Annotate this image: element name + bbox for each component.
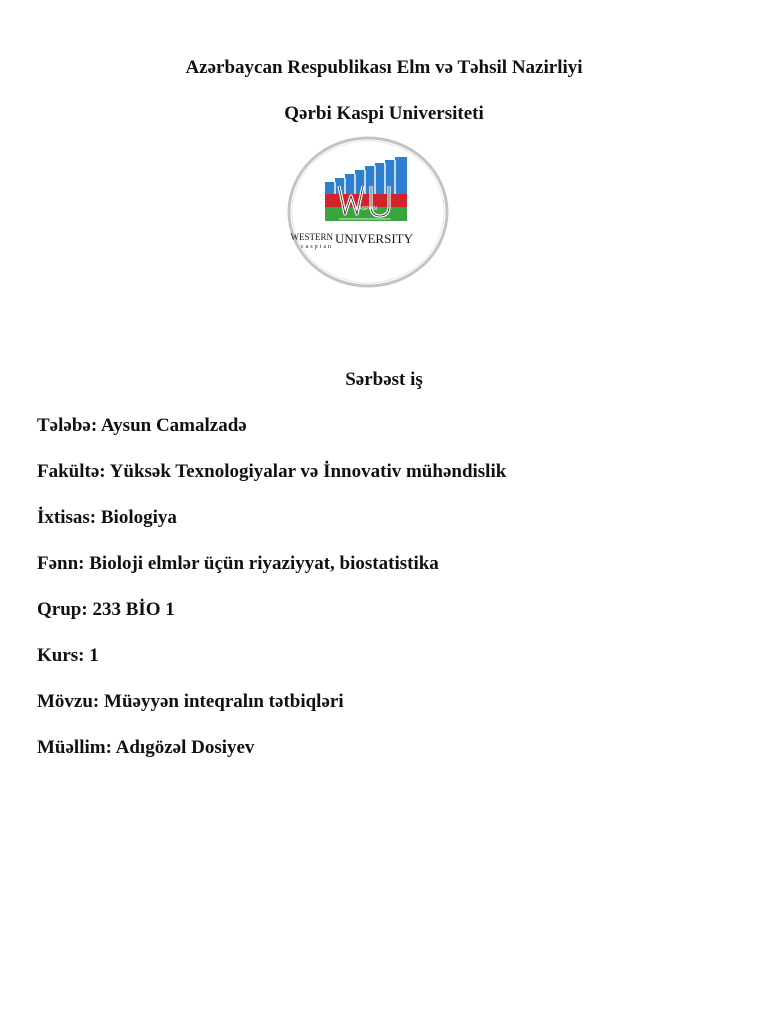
logo-wordmark-right: UNIVERSITY — [335, 231, 413, 246]
field-faculty — [37, 460, 506, 506]
field-label: Fakültə: — [37, 461, 106, 482]
field-value: Müəyyən inteqralın tətbiqləri — [104, 691, 344, 712]
field-label: Müəllim: — [37, 737, 112, 758]
field-subject — [37, 552, 506, 598]
field-label: Tələbə: — [37, 415, 98, 436]
field-course — [37, 644, 506, 690]
field-label: İxtisas: — [37, 507, 97, 528]
university-heading: Qərbi Kaspi Universiteti — [284, 103, 484, 124]
work-title: Sərbəst iş — [345, 369, 423, 390]
field-value: 1 — [89, 645, 99, 666]
western-caspian-university-logo-icon — [287, 136, 449, 288]
field-label: Mövzu: — [37, 691, 100, 712]
field-student — [37, 414, 506, 460]
logo-wordmark-sub: caspian — [301, 244, 333, 250]
field-label: Kurs: — [37, 645, 85, 666]
field-value: Yüksək Texnologiyalar və İnnovativ mühəndislik — [109, 461, 507, 482]
field-value: Aysun Camalzadə — [100, 415, 247, 436]
field-value: Adıgözəl Dosiyev — [115, 737, 255, 758]
university-logo — [287, 136, 449, 288]
field-specialty — [37, 506, 506, 552]
field-teacher — [37, 736, 506, 782]
ministry-heading: Azərbaycan Respublikası Elm və Təhsil Nazirliyi — [185, 57, 583, 78]
logo-wordmark-left: WESTERN — [290, 232, 333, 242]
field-label: Qrup: — [37, 599, 88, 620]
info-list — [37, 414, 506, 782]
field-group — [37, 598, 506, 644]
field-topic — [37, 690, 506, 736]
field-value: Bioloji elmlər üçün riyaziyyat, biostatistika — [89, 553, 439, 574]
field-value: Biologiya — [100, 507, 177, 528]
field-value: 233 BİO 1 — [92, 599, 175, 620]
field-label: Fənn: — [37, 553, 85, 574]
logo-ribbon-text: CASPIAN — [355, 206, 377, 212]
